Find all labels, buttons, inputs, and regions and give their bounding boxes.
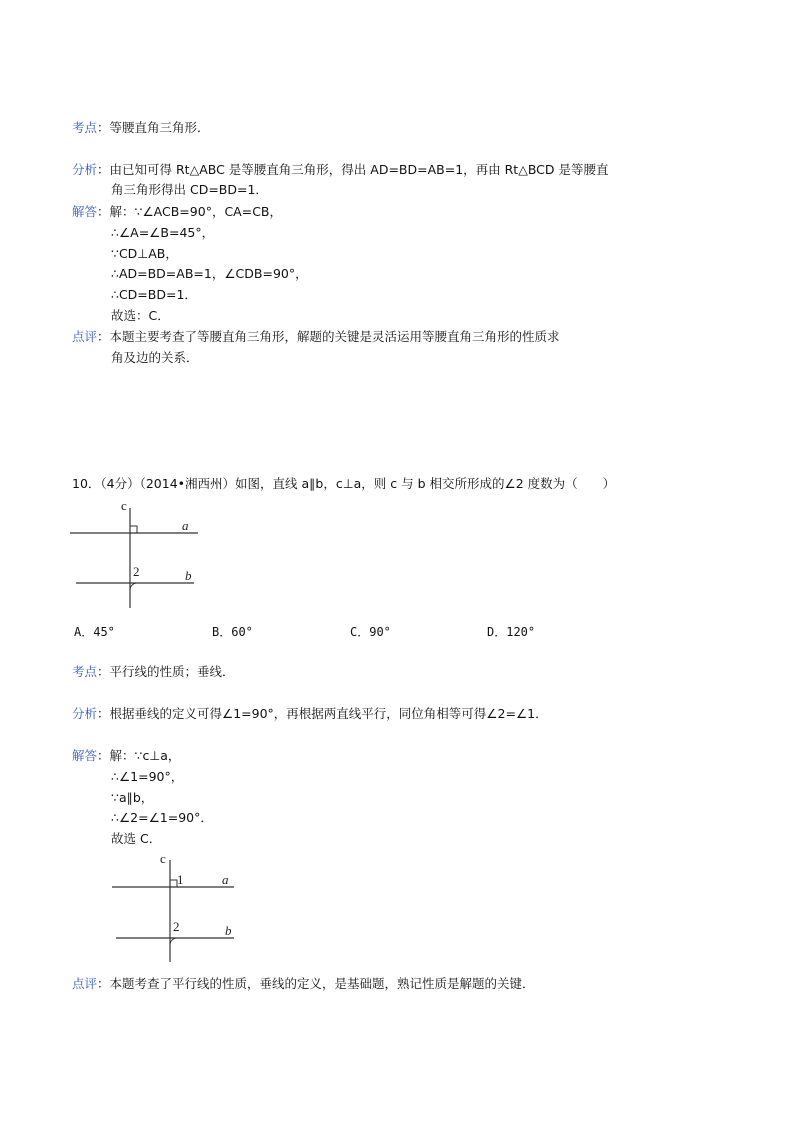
label-2: 2 [133,564,140,579]
option-c-value: 90° [369,625,391,639]
q10-kaodian [72,664,235,680]
option-c[interactable] [350,623,391,640]
right-angle-mark [130,526,137,533]
q9-jieda-line2: ∴∠A=∠B=45°， [111,225,215,240]
q10-dianping [72,976,535,992]
q9-dianping [72,329,560,345]
label-a: a [182,518,189,533]
option-d-letter: D． [487,625,507,639]
q10-jieda-line4: ∴∠2=∠1=90°． [111,810,213,825]
q10-kaodian-label: 考点 [72,664,98,679]
q10-kaodian-text: ：平行线的性质；垂线． [97,664,235,679]
option-b-letter: B． [212,625,232,639]
option-d-value: 120° [506,625,536,639]
q10-solution-figure [110,851,250,966]
q9-jieda-line3: ∵CD⊥AB， [111,246,178,261]
solution-label-b: b [225,923,232,938]
q9-fenxi-label: 分析 [72,162,98,177]
q10-stem: 10．（4分）（2014•湘西州）如图，直线 a∥b，c⊥a，则 c 与 b 相交所形成的∠2 度数为（ ） [72,476,616,491]
q10-jieda-line1: ：解：∵c⊥a， [97,748,181,763]
q10-jieda-line3: ∵a∥b， [111,790,154,805]
solution-angle-2-arc [170,938,177,945]
solution-label-c: c [160,851,166,866]
angle-2-arc [130,583,137,590]
solution-label-2: 2 [173,919,180,934]
q9-dianping-line1: ：本题主要考查了等腰直角三角形，解题的关键是灵活运用等腰直角三角形的性质求 [97,329,560,344]
q9-fenxi-line2: 角三角形得出 CD=BD=1． [111,182,268,197]
option-b[interactable] [212,623,253,640]
q9-jieda-line6: 故选：C． [111,308,170,323]
option-a-value: 45° [93,625,115,639]
q10-figure [70,500,210,612]
q10-jieda-line5: 故选 C． [111,831,162,846]
q9-kaodian [72,120,210,136]
solution-label-a: a [222,872,229,887]
q10-jieda [72,748,180,764]
label-c: c [121,498,127,513]
q9-jieda [72,204,282,220]
option-a[interactable] [74,623,115,640]
q9-dianping-label: 点评 [72,329,98,344]
q9-kaodian-text: ：等腰直角三角形． [97,120,210,135]
q10-fenxi-label: 分析 [72,706,98,721]
option-d[interactable] [487,623,535,640]
option-c-letter: C． [350,625,370,639]
solution-label-1: 1 [177,872,184,887]
q10-dianping-label: 点评 [72,976,98,991]
q9-jieda-line5: ∴CD=BD=1． [111,287,197,302]
q9-fenxi [72,162,609,178]
label-b: b [185,568,192,583]
q10-fenxi-text: ：根据垂线的定义可得∠1=90°，再根据两直线平行，同位角相等可得∠2=∠1． [97,706,548,721]
option-b-value: 60° [231,625,253,639]
q9-dianping-line2: 角及边的关系． [111,350,199,365]
q9-fenxi-line1: ：由已知可得 Rt△ABC 是等腰直角三角形，得出 AD=BD=AB=1，再由 Rt△BCD 是等腰直 [97,162,609,177]
q10-jieda-line2: ∴∠1=90°， [111,769,184,784]
q9-jieda-label: 解答 [72,204,98,219]
q10-jieda-label: 解答 [72,748,98,763]
q10-fenxi [72,706,548,722]
q9-jieda-line4: ∴AD=BD=AB=1，∠CDB=90°， [111,266,308,281]
q9-jieda-line1: ：解：∵∠ACB=90°，CA=CB， [97,204,282,219]
q9-kaodian-label: 考点 [72,120,98,135]
solution-right-angle-mark [170,880,177,887]
option-a-letter: A． [74,625,94,639]
q10-dianping-text: ：本题考查了平行线的性质，垂线的定义，是基础题，熟记性质是解题的关键． [97,976,535,991]
